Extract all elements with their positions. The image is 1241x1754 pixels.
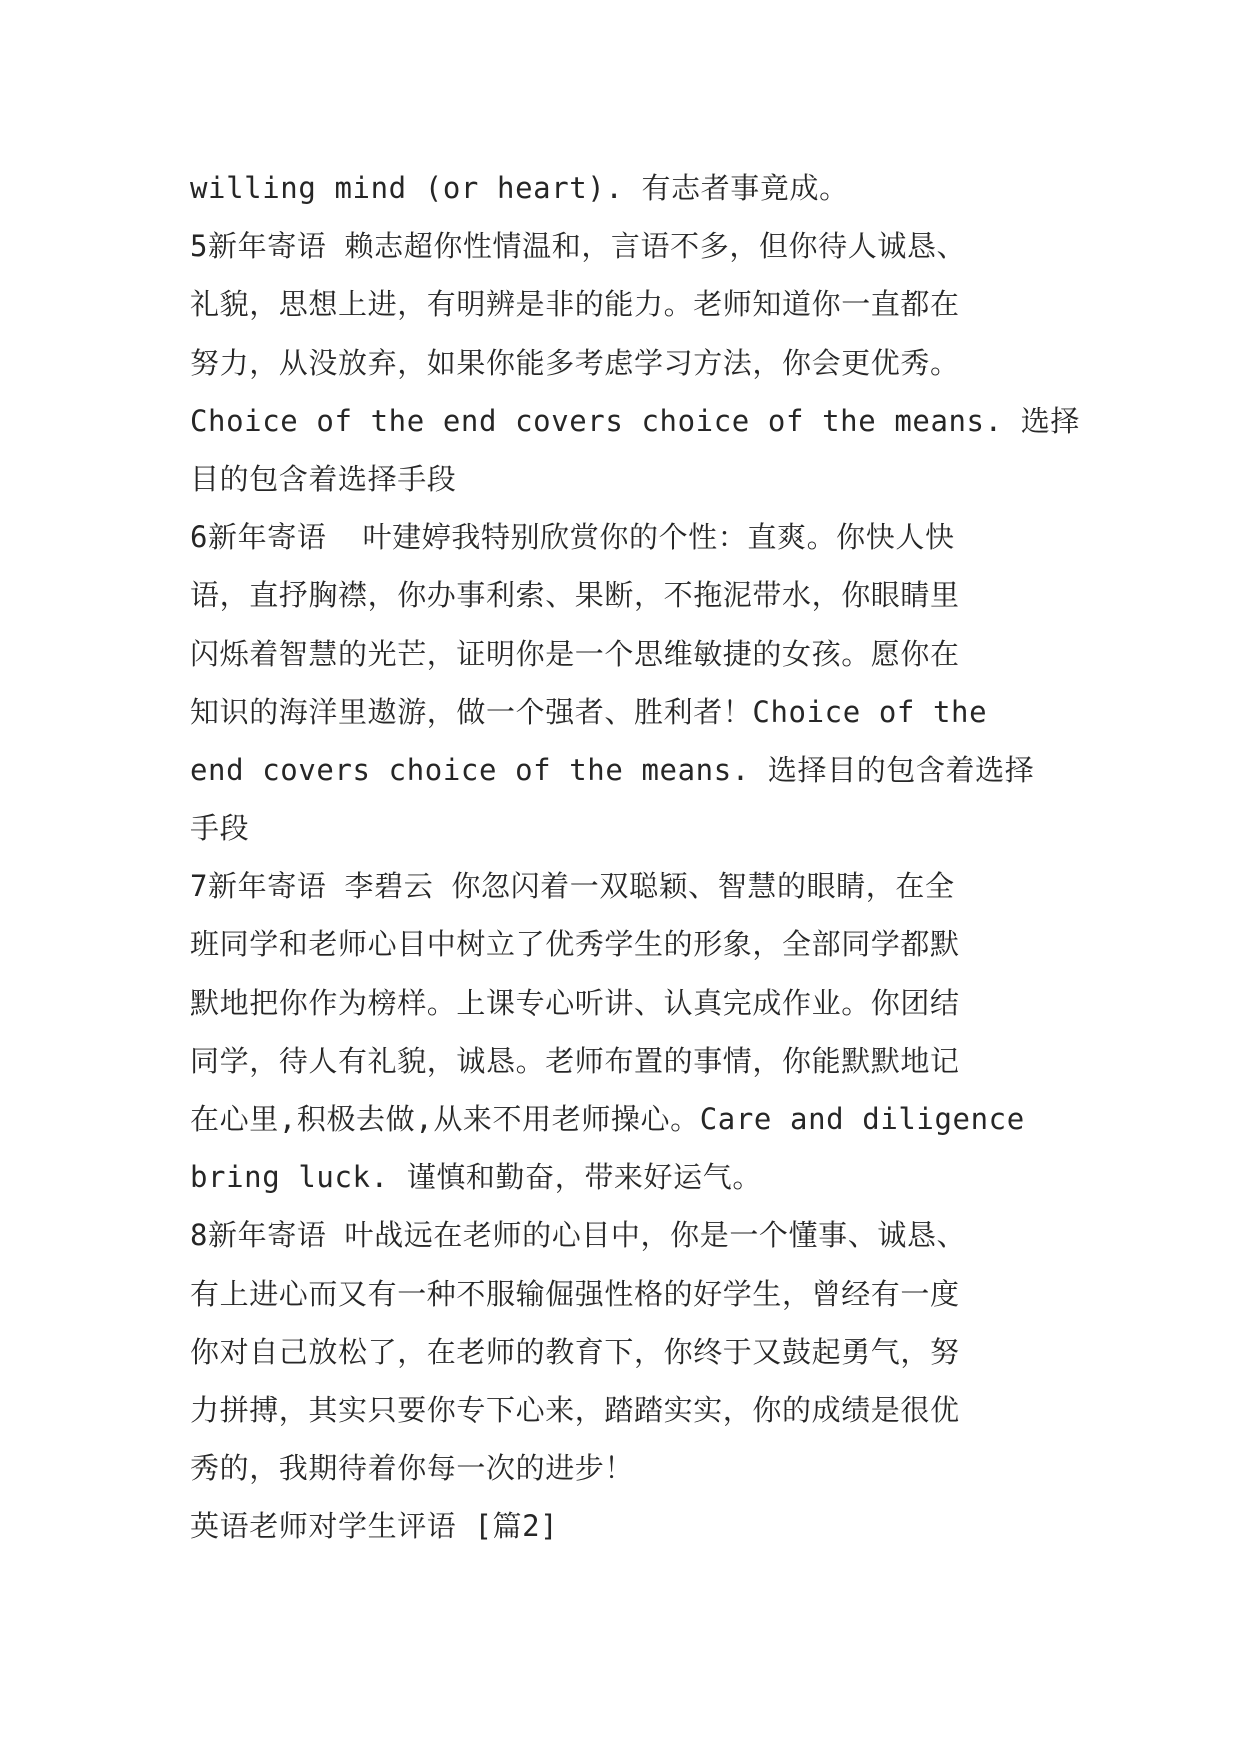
text-line: Choice of the end covers choice of the means. 选择	[190, 403, 1080, 438]
text-line: 礼貌，思想上进，有明辨是非的能力。老师知道你一直都在	[190, 287, 960, 322]
text-line: 你对自己放松了，在老师的教育下，你终于又鼓起勇气，努	[190, 1334, 960, 1369]
text-line: 班同学和老师心目中树立了优秀学生的形象，全部同学都默	[190, 927, 960, 962]
text-line: 在心里,积极去做,从来不用老师操心。Care and diligence	[190, 1102, 1025, 1136]
section-heading: 英语老师对学生评语 [篇2]	[190, 1509, 559, 1544]
text-line: end covers choice of the means. 选择目的包含着选择	[190, 752, 1035, 787]
text-line: 同学，待人有礼貌，诚恳。老师布置的事情，你能默默地记	[190, 1043, 960, 1078]
text-line: 知识的海洋里遨游，做一个强者、胜利者！Choice of the	[190, 694, 988, 729]
text-line: 有上进心而又有一种不服输倔强性格的好学生，曾经有一度	[190, 1276, 960, 1311]
text-line: 6新年寄语 叶建婷我特别欣赏你的个性：直爽。你快人快	[190, 520, 955, 555]
document-body	[190, 159, 1090, 1556]
text-line: 力拼搏，其实只要你专下心来，踏踏实实，你的成绩是很优	[190, 1392, 960, 1427]
text-line: 闪烁着智慧的光芒，证明你是一个思维敏捷的女孩。愿你在	[190, 636, 960, 671]
text-line: 努力，从没放弃，如果你能多考虑学习方法，你会更优秀。	[190, 345, 960, 380]
text-line: bring luck. 谨慎和勤奋，带来好运气。	[190, 1160, 762, 1195]
text-line: 5新年寄语 赖志超你性情温和，言语不多，但你待人诚恳、	[190, 229, 967, 264]
text-line: 手段	[190, 811, 250, 846]
text-line: 语，直抒胸襟，你办事利索、果断，不拖泥带水，你眼睛里	[190, 578, 960, 613]
text-line: willing mind (or heart). 有志者事竟成。	[190, 171, 849, 205]
text-line: 秀的，我期待着你每一次的进步！	[190, 1451, 635, 1486]
text-line: 8新年寄语 叶战远在老师的心目中，你是一个懂事、诚恳、	[190, 1218, 967, 1253]
text-line: 7新年寄语 李碧云 你忽闪着一双聪颖、智慧的眼睛，在全	[190, 869, 955, 904]
text-line: 默地把你作为榜样。上课专心听讲、认真完成作业。你团结	[190, 985, 960, 1020]
text-line: 目的包含着选择手段	[190, 461, 457, 496]
